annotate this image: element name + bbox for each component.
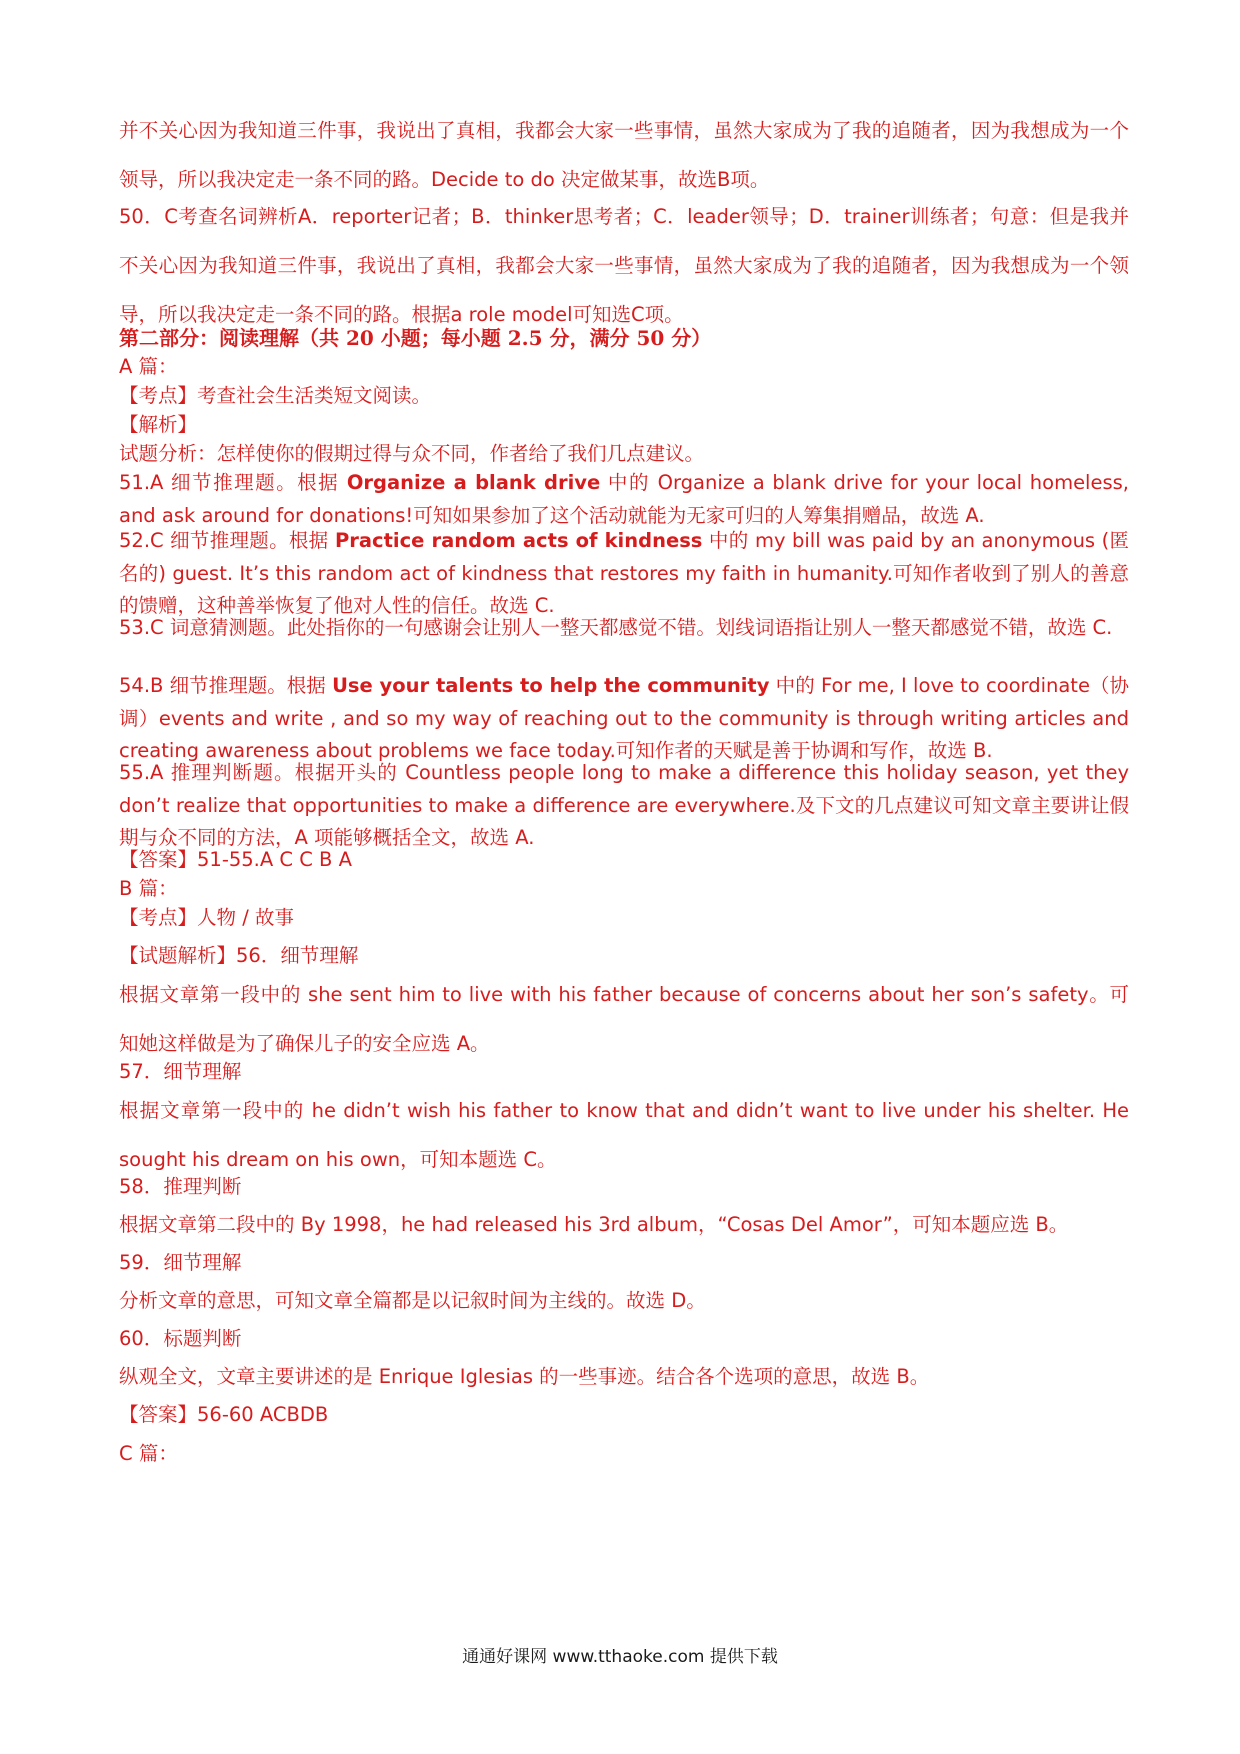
- q52-explanation: [119, 525, 1129, 623]
- passage-a-kaodian: 【考点】考查社会生活类短文阅读。: [119, 384, 432, 407]
- q56-body: 根据文章第一段中的 she sent him to live with his father because of concerns about her son’s safety。可知她这样做是为了确保儿子的安全应选 A。: [119, 983, 1129, 1055]
- q54-prefix: 54.B 细节推理题。根据: [119, 674, 333, 697]
- passage-a-label: A 篇：: [119, 355, 178, 378]
- q60-title: 60．标题判断: [119, 1327, 242, 1350]
- q60-body: 纵观全文，文章主要讲述的是 Enrique Iglesias 的一些事迹。结合各个选项的意思，故选 B。: [119, 1365, 930, 1388]
- passage-a-answer: 【答案】51-55.A C C B A: [119, 848, 352, 871]
- q59-body: 分析文章的意思，可知文章全篇都是以记叙时间为主线的。故选 D。: [119, 1289, 706, 1312]
- passage-b-label: B 篇：: [119, 877, 178, 900]
- q58-title: 58．推理判断: [119, 1175, 242, 1198]
- q51-quote: Organize a blank drive: [346, 471, 601, 494]
- q54-quote: Use your talents to help the community: [332, 674, 770, 697]
- q52-suffix: 中的 my bill was paid by an anonymous (匿名的) guest. It’s this random act of kindness that restores my faith in humanity.可知作者收到了别人的善意的馈赠，这种善举恢复了他对人性的信任。故选 C.: [119, 529, 1129, 617]
- q51-prefix: 51.A 细节推理题。根据: [119, 471, 347, 494]
- q51-suffix: 中的 Organize a blank drive for your local homeless, and ask around for donations!可知如果参加了这个活动就能为无家可归的人筹集捐赠品，故选 A.: [119, 471, 1129, 527]
- q50-explanation: 50．C考查名词辨析A．reporter记者；B．thinker思考者；C．leader领导；D．trainer训练者；句意：但是我并不关心因为我知道三件事，我说出了真相，我都会大家一些事情，虽然大家成为了我的追随者，因为我想成为一个领导，所以我决定走一条不同的路。根据a role model可知选C项。: [119, 205, 1129, 326]
- q57-body: 根据文章第一段中的 he didn’t wish his father to know that and didn’t want to live under his shelter. He sought his dream on his own，可知本题选 C。: [119, 1099, 1129, 1171]
- passage-b-answer: 【答案】56-60 ACBDB: [119, 1403, 329, 1426]
- q49-explanation-tail: 并不关心因为我知道三件事，我说出了真相，我都会大家一些事情，虽然大家成为了我的追随者，因为我想成为一个领导，所以我决定走一条不同的路。Decide to do 决定做某事，故选B项。: [119, 119, 1129, 191]
- passage-a-analysis: 试题分析：怎样使你的假期过得与众不同，作者给了我们几点建议。: [119, 442, 705, 465]
- q57-title: 57．细节理解: [119, 1060, 242, 1083]
- q55-explanation: 55.A 推理判断题。根据开头的 Countless people long to make a difference this holiday season, yet they don’t realize that opportunities to make a difference are everywhere.及下文的几点建议可知文章主要讲让假期与众不同的方法，A 项能够概括全文，故选 A.: [119, 761, 1129, 849]
- q52-prefix: 52.C 细节推理题。根据: [119, 529, 335, 552]
- q53-explanation: 53.C 词意猜测题。此处指你的一句感谢会让别人一整天都感觉不错。划线词语指让别人一整天都感觉不错，故选 C.: [119, 616, 1113, 639]
- passage-c-label: C 篇：: [119, 1442, 178, 1465]
- q59-title: 59．细节理解: [119, 1251, 242, 1274]
- q52-quote: Practice random acts of kindness: [334, 529, 703, 552]
- q58-body: 根据文章第二段中的 By 1998，he had released his 3rd album，“Cosas Del Amor”，可知本题应选 B。: [119, 1213, 1069, 1236]
- q56-title: 【试题解析】56．细节理解: [119, 944, 359, 967]
- q54-explanation: [119, 670, 1129, 768]
- q51-explanation: [119, 467, 1129, 532]
- part2-heading: 第二部分：阅读理解（共 20 小题；每小题 2.5 分，满分 50 分）: [119, 326, 712, 350]
- passage-a-jiexi: 【解析】: [119, 413, 198, 436]
- passage-b-kaodian: 【考点】人物 / 故事: [119, 906, 294, 929]
- q54-suffix: 中的 For me, I love to coordinate（协调）events and write , and so my way of reaching out to the community is through writing articles and creating awareness about problems we face today.可知作者的天赋是善于协调和写作，故选 B.: [119, 674, 1130, 762]
- page-footer: 通通好课网 www.tthaoke.com 提供下载: [462, 1647, 778, 1667]
